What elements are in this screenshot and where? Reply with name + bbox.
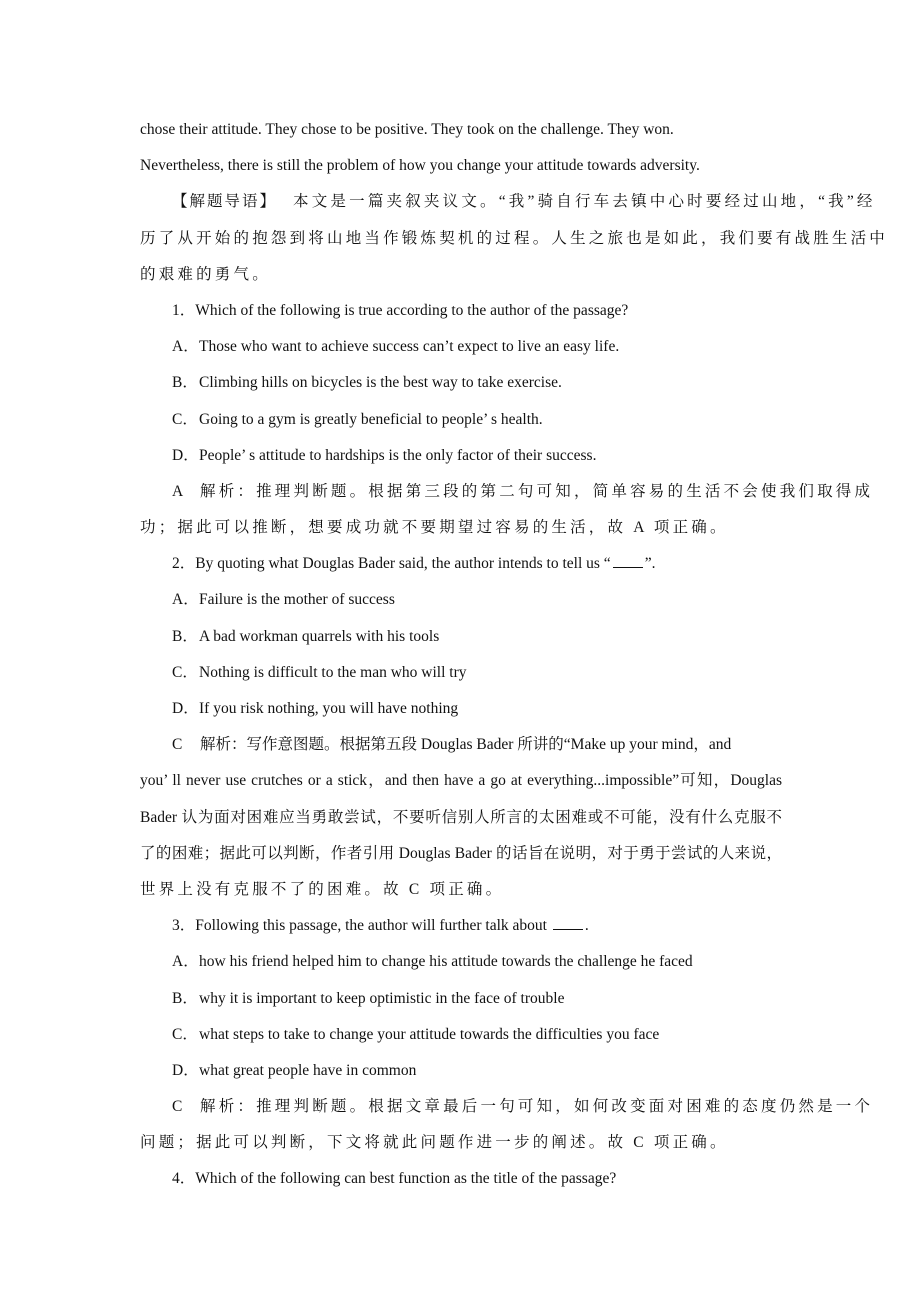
option-c — [140, 402, 782, 438]
analysis-line — [140, 727, 782, 763]
question-text: Which of the following is true according to the author of the passage? — [195, 301, 629, 319]
answer-key: C — [172, 736, 183, 754]
passage-line: Nevertheless, there is still the problem of how you change your attitude towards adversity. — [140, 157, 700, 175]
answer-key: C — [172, 1098, 186, 1116]
question-stem — [140, 908, 782, 944]
analysis-line: you’ ll never use crutches or a stick，and then have a go at everything...impossible”可知，Douglas — [140, 772, 782, 790]
passage-line: chose their attitude. They chose to be positive. They took on the challenge. They won. — [140, 121, 674, 138]
question-text-end: ”. — [644, 555, 656, 573]
option-label: D． — [172, 446, 199, 464]
analysis-text: 解析：推理判断题。根据文章最后一句可知，如何改变面对困难的态度仍然是一个 — [200, 1098, 874, 1116]
answer-blank — [553, 915, 583, 930]
option-text: Nothing is difficult to the man who will try — [199, 663, 467, 681]
analysis-line — [140, 1089, 874, 1125]
option-label: B． — [172, 989, 198, 1007]
question-stem — [140, 293, 782, 329]
analysis-line: 功；据此可以推断，想要成功就不要期望过容易的生活，故 A 项正确。 — [140, 519, 729, 537]
option-d — [140, 438, 782, 474]
option-text: why it is important to keep optimistic in the face of trouble — [199, 989, 565, 1007]
question-number: 2． — [172, 555, 196, 573]
question-stem — [140, 546, 782, 582]
option-text: what steps to take to change your attitude towards the difficulties you face — [199, 1025, 660, 1043]
option-a — [140, 582, 782, 618]
option-label: A． — [172, 953, 199, 971]
guide-tag: 【解题导语】 — [172, 193, 278, 211]
option-label: A． — [172, 591, 199, 609]
option-text: If you risk nothing, you will have nothing — [199, 700, 459, 717]
guide-text: 本文是一篇夹叙夹议文。“我”骑自行车去镇中心时要经过山地，“我”经 — [293, 193, 876, 211]
option-label: B． — [172, 374, 198, 392]
option-label: D． — [172, 700, 199, 717]
option-label: C． — [172, 1025, 198, 1043]
question-text: By quoting what Douglas Bader said, the author intends to tell us “ — [195, 555, 611, 573]
question-number: 4． — [172, 1170, 196, 1188]
question-stem — [140, 1161, 782, 1197]
option-label: C． — [172, 663, 198, 681]
guide-line: 历了从开始的抱怨到将山地当作锻炼契机的过程。人生之旅也是如此，我们要有战胜生活中 — [140, 229, 889, 247]
question-number: 1． — [172, 301, 196, 319]
analysis-line: Bader 认为面对困难应当勇敢尝试，不要听信别人所言的太困难或不可能，没有什么克服不 — [140, 808, 782, 826]
analysis-line: 了的困难；据此可以判断，作者引用 Douglas Bader 的话旨在说明，对于勇于尝试的人来说， — [140, 844, 782, 862]
option-c — [140, 1017, 782, 1053]
guide-line: 的艰难的勇气。 — [140, 265, 271, 283]
question-text: Following this passage, the author will further talk about — [195, 917, 547, 935]
guide-line — [140, 184, 876, 220]
option-text: Failure is the mother of success — [199, 591, 395, 609]
option-d — [140, 1053, 782, 1089]
analysis-line: 问题；据此可以判断，下文将就此问题作进一步的阐述。故 C 项正确。 — [140, 1134, 729, 1152]
option-b — [140, 619, 782, 655]
question-number: 3． — [172, 917, 196, 935]
option-label: B． — [172, 627, 198, 645]
option-a — [140, 329, 782, 365]
question-text-end: . — [584, 917, 589, 935]
option-text: what great people have in common — [199, 1061, 417, 1079]
option-label: D． — [172, 1061, 199, 1079]
option-a — [140, 944, 782, 980]
option-label: A． — [172, 338, 199, 356]
option-c — [140, 655, 782, 691]
option-d — [140, 691, 782, 727]
answer-key: A — [172, 482, 187, 500]
option-label: C． — [172, 410, 198, 428]
option-text: Those who want to achieve success can’t expect to live an easy life. — [199, 338, 620, 356]
question-text: Which of the following can best function as the title of the passage? — [195, 1170, 617, 1188]
option-text: how his friend helped him to change his attitude towards the challenge he faced — [199, 953, 693, 971]
option-b — [140, 365, 782, 401]
option-text: People’ s attitude to hardships is the only factor of their success. — [199, 446, 597, 464]
answer-blank — [613, 553, 643, 568]
document-page — [140, 112, 889, 1198]
analysis-text: 解析：写作意图题。根据第五段 Douglas Bader 所讲的“Make up your mind，and — [200, 736, 732, 754]
analysis-line — [140, 474, 874, 510]
option-text: Going to a gym is greatly beneficial to people’ s health. — [199, 410, 543, 428]
option-b — [140, 981, 782, 1017]
analysis-text: 解析：推理判断题。根据第三段的第二句可知，简单容易的生活不会使我们取得成 — [200, 482, 874, 500]
option-text: Climbing hills on bicycles is the best way to take exercise. — [199, 374, 562, 392]
analysis-line: 世界上没有克服不了的困难。故 C 项正确。 — [140, 880, 505, 898]
option-text: A bad workman quarrels with his tools — [199, 627, 440, 645]
